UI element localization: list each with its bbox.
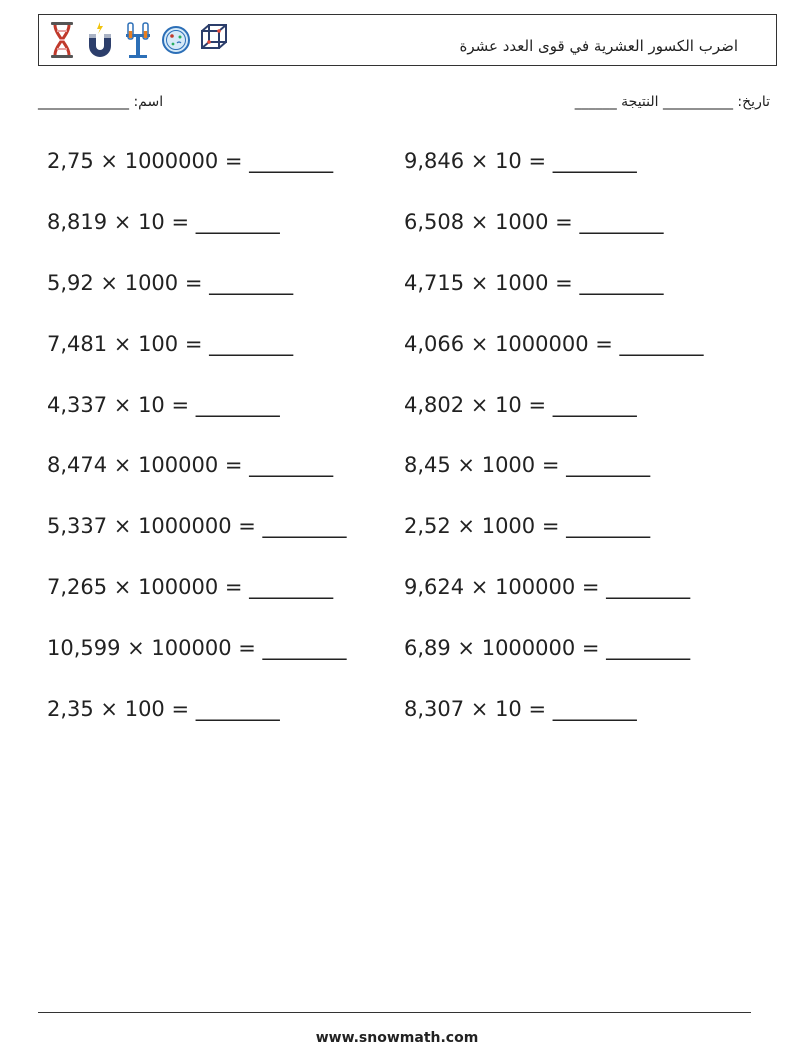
problem-13: 5,337 × 1000000 = ________ — [47, 514, 347, 538]
problem-16: 9,624 × 100000 = ________ — [404, 575, 691, 599]
problem-4: 6,508 × 1000 = ________ — [404, 210, 664, 234]
footer-url[interactable]: www.snowmath.com — [315, 1030, 479, 1046]
name-field-label: اسم: _____________ — [38, 94, 164, 110]
problem-9: 4,337 × 10 = ________ — [47, 393, 280, 417]
problem-8: 4,066 × 1000000 = ________ — [404, 332, 704, 356]
problem-10: 4,802 × 10 = ________ — [404, 393, 637, 417]
cube-icon — [199, 20, 229, 60]
problem-3: 8,819 × 10 = ________ — [47, 210, 280, 234]
problem-18: 6,89 × 1000000 = ________ — [404, 636, 691, 660]
problem-19: 2,35 × 100 = ________ — [47, 697, 280, 721]
date-score-label: تاريخ: __________ النتيجة ______ — [574, 94, 770, 110]
test-tubes-icon — [123, 20, 153, 60]
problem-17: 10,599 × 100000 = ________ — [47, 636, 347, 660]
header-box — [38, 14, 777, 66]
problem-15: 7,265 × 100000 = ________ — [47, 575, 334, 599]
problem-20: 8,307 × 10 = ________ — [404, 697, 637, 721]
problem-6: 4,715 × 1000 = ________ — [404, 271, 664, 295]
worksheet-title: اضرب الكسور العشرية في قوى العدد عشرة — [459, 37, 738, 55]
dna-icon — [47, 20, 77, 60]
magnet-icon — [85, 20, 115, 60]
problem-11: 8,474 × 100000 = ________ — [47, 453, 334, 477]
problem-5: 5,92 × 1000 = ________ — [47, 271, 294, 295]
icon-strip — [47, 20, 229, 60]
problem-7: 7,481 × 100 = ________ — [47, 332, 294, 356]
problem-2: 9,846 × 10 = ________ — [404, 149, 637, 173]
problem-1: 2,75 × 1000000 = ________ — [47, 149, 334, 173]
footer-divider — [38, 1012, 751, 1013]
problem-12: 8,45 × 1000 = ________ — [404, 453, 651, 477]
petri-dish-icon — [161, 20, 191, 60]
problem-14: 2,52 × 1000 = ________ — [404, 514, 651, 538]
